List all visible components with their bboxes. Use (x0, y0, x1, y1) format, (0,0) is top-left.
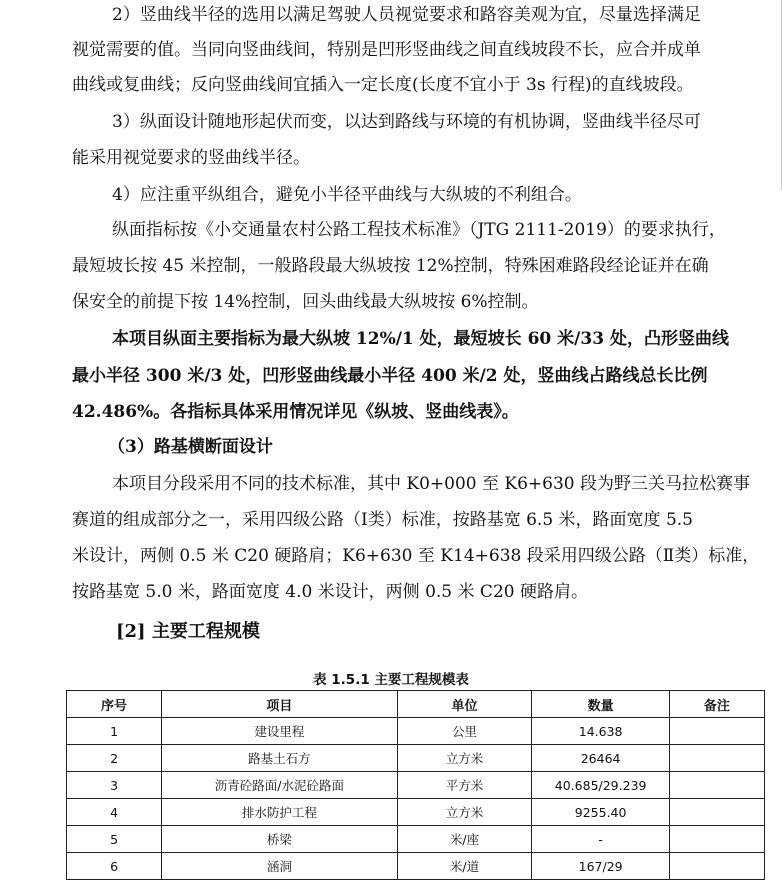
table-cell: 米/座 (397, 826, 532, 853)
paragraph-line: 赛道的组成部分之一，采用四级公路（Ⅰ类）标准，按路基宽 6.5 米，路面宽度 5.5 (72, 510, 693, 530)
table-row (67, 826, 765, 853)
paragraph-line-bold: 本项目纵面主要指标为最大纵坡 12%/1 处，最短坡长 60 米/33 处，凸形竖曲线 (112, 329, 729, 349)
table-row (67, 853, 765, 880)
engineering-scale-table (66, 690, 765, 880)
table-cell: - (532, 826, 670, 853)
table-cell (669, 826, 764, 853)
table-cell: 涵洞 (162, 853, 398, 880)
paragraph-line: 保安全的前提下按 14%控制，回头曲线最大纵坡按 6%控制。 (72, 292, 539, 312)
paragraph-line: 最短坡长按 45 米控制，一般路段最大纵坡按 12%控制，特殊困难路段经论证并在确 (72, 256, 709, 276)
table-cell: 平方米 (397, 772, 532, 799)
paragraph-line: 视觉需要的值。当同向竖曲线间，特别是凹形竖曲线之间直线坡段不长，应合并成单 (72, 40, 701, 60)
paragraph-line: 曲线或复曲线；反向竖曲线间宜插入一定长度(长度不宜小于 3s 行程)的直线坡段。 (72, 75, 694, 95)
table-cell (669, 799, 764, 826)
header-cell: 项目 (162, 691, 398, 718)
table-row (67, 772, 765, 799)
table-cell: 桥梁 (162, 826, 398, 853)
paragraph-line-bold: 42.486%。各指标具体采用情况详见《纵坡、竖曲线表》。 (72, 402, 519, 422)
paragraph-line: 纵面指标按《小交通量农村公路工程技术标准》（JTG 2111-2019）的要求执行， (112, 220, 726, 240)
table-cell: 3 (67, 772, 162, 799)
table-cell: 建设里程 (162, 718, 398, 745)
paragraph-line: 3）纵面设计随地形起伏而变，以达到路线与环境的有机协调，竖曲线半径尽可 (112, 112, 701, 132)
table-cell: 5 (67, 826, 162, 853)
paragraph-line: 4）应注重平纵组合，避免小半径平曲线与大纵坡的不利组合。 (112, 185, 582, 205)
table-cell: 2 (67, 745, 162, 772)
table-cell: 40.685/29.239 (532, 772, 670, 799)
table-cell: 9255.40 (532, 799, 670, 826)
table-cell: 6 (67, 853, 162, 880)
table-cell: 4 (67, 799, 162, 826)
table-row (67, 718, 765, 745)
main-section-heading: [2] 主要工程规模 (116, 621, 260, 642)
table-row (67, 799, 765, 826)
table-caption: 表 1.5.1 主要工程规模表 (313, 672, 469, 688)
paragraph-line: 能采用视觉要求的竖曲线半径。 (72, 148, 310, 168)
table-header-row (67, 691, 765, 718)
section-heading: （3）路基横断面设计 (108, 437, 273, 457)
header-cell: 单位 (397, 691, 532, 718)
table-cell (669, 745, 764, 772)
table-cell: 路基土石方 (162, 745, 398, 772)
table-cell: 立方米 (397, 799, 532, 826)
header-cell: 序号 (67, 691, 162, 718)
table-cell: 排水防护工程 (162, 799, 398, 826)
table-cell: 立方米 (397, 745, 532, 772)
table-cell (669, 718, 764, 745)
paragraph-line: 2）竖曲线半径的选用以满足驾驶人员视觉要求和路容美观为宜，尽量选择满足 (112, 5, 701, 25)
table-cell: 167/29 (532, 853, 670, 880)
table-row (67, 745, 765, 772)
table-cell: 26464 (532, 745, 670, 772)
table-cell: 14.638 (532, 718, 670, 745)
table-cell (669, 853, 764, 880)
table-cell: 公里 (397, 718, 532, 745)
header-cell: 数量 (532, 691, 670, 718)
paragraph-line: 米设计，两侧 0.5 米 C20 硬路肩；K6+630 至 K14+638 段采用四级公路（Ⅱ类）标准， (72, 546, 760, 566)
table-cell: 1 (67, 718, 162, 745)
header-cell: 备注 (669, 691, 764, 718)
paragraph-line: 按路基宽 5.0 米，路面宽度 4.0 米设计，两侧 0.5 米 C20 硬路肩。 (72, 582, 588, 602)
table-cell: 米/道 (397, 853, 532, 880)
paragraph-line: 本项目分段采用不同的技术标准，其中 K0+000 至 K6+630 段为野三关马拉松赛事 (112, 474, 751, 494)
table-cell: 沥青砼路面/水泥砼路面 (162, 772, 398, 799)
table-cell (669, 772, 764, 799)
paragraph-line-bold: 最小半径 300 米/3 处，凹形竖曲线最小半径 400 米/2 处，竖曲线占路线总长比例 (72, 366, 708, 386)
